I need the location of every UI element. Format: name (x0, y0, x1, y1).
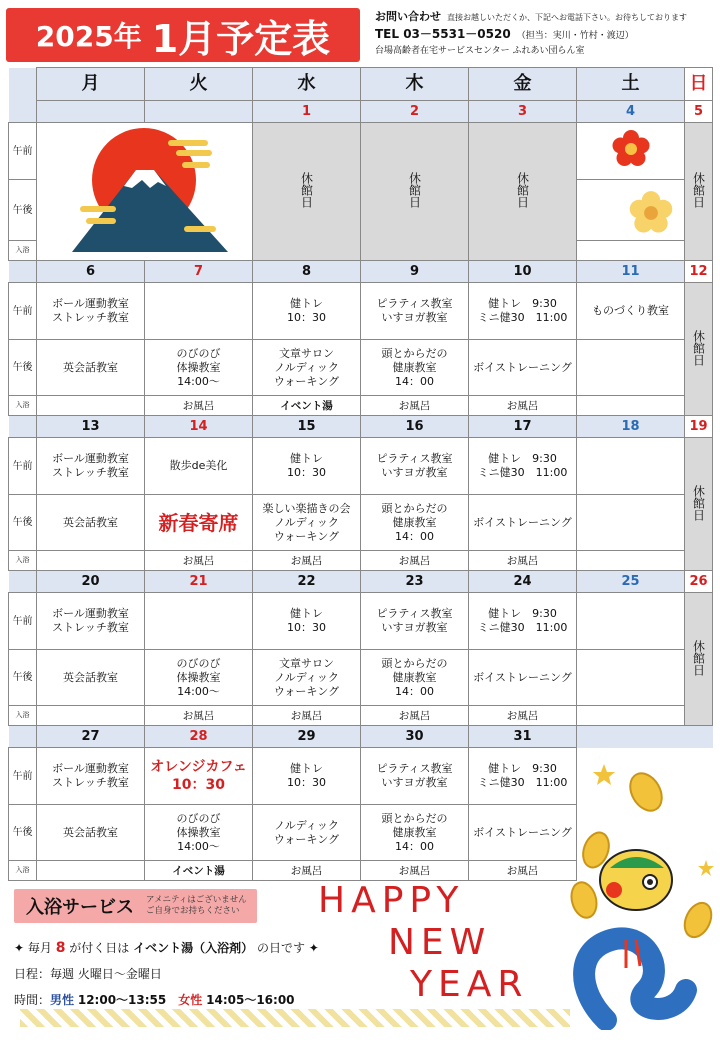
bath-cell (577, 706, 685, 726)
date-cell: 8 (253, 261, 361, 283)
schedule-am-cell: 健トレ 9:30 ミニ健30 11:00 (469, 283, 577, 340)
schedule-pm-cell: 英会話教室 (37, 805, 145, 861)
greeting-new: NEW (388, 922, 492, 963)
dow-fri: 金 (469, 68, 577, 101)
contact-title: お問い合わせ (375, 10, 441, 23)
spacer (9, 571, 37, 593)
snake-new-year-illustration (566, 750, 716, 1030)
schedule-pm-cell (577, 650, 685, 706)
date-cell: 5 (685, 101, 713, 123)
bath-cell: お風呂 (253, 551, 361, 571)
bath-cell (577, 241, 685, 261)
am-label: 午前 (9, 123, 37, 180)
schedule-pm-cell: のびのび 体操教室 14:00～ (145, 805, 253, 861)
closed-day-sunday: 休館日 (685, 438, 713, 571)
bath-cell: お風呂 (469, 861, 577, 881)
date-cell: 7 (145, 261, 253, 283)
date-cell: 16 (361, 416, 469, 438)
date-cell: 18 (577, 416, 685, 438)
bath-cell (37, 706, 145, 726)
bath-schedule: 日程：毎週 火曜日～金曜日 (14, 967, 162, 981)
title-year: 2025年 (35, 20, 142, 53)
schedule-am-cell: オレンジカフェ 10：30 (145, 748, 253, 805)
contact-note: 直接お越しいただくか、下記へお電話下さい。お待ちしております (447, 13, 687, 22)
date-cell: 12 (685, 261, 713, 283)
schedule-am-cell (145, 283, 253, 340)
dow-wed: 水 (253, 68, 361, 101)
contact-center: 台場高齢者在宅サービスセンター ふれあい団らん室 (375, 46, 585, 56)
dow-sun: 日 (685, 68, 713, 101)
contact-staff: （担当：実川・竹村・渡辺） (516, 31, 634, 41)
schedule-am-cell: 健トレ 10：30 (253, 283, 361, 340)
schedule-am-cell: ボール運動教室 ストレッチ教室 (37, 283, 145, 340)
date-cell: 6 (37, 261, 145, 283)
schedule-am-cell: 健トレ 9:30 ミニ健30 11:00 (469, 593, 577, 650)
date-cell: 22 (253, 571, 361, 593)
decorative-strip (20, 1009, 570, 1027)
row-label: 入浴 (9, 706, 37, 726)
row-label: 午前 (9, 283, 37, 340)
contact-tel[interactable]: TEL 03－5531－0520 (375, 27, 511, 41)
schedule-pm-cell: 英会話教室 (37, 650, 145, 706)
date-cell: 4 (577, 101, 685, 123)
title-month: 1月予定表 (151, 16, 331, 61)
spacer (685, 726, 713, 748)
schedule-am-cell: 健トレ 10：30 (253, 748, 361, 805)
schedule-am-cell: ピラティス教室 いすヨガ教室 (361, 283, 469, 340)
date-cell: 11 (577, 261, 685, 283)
bath-service-info (14, 935, 319, 1013)
bath-cell: お風呂 (361, 706, 469, 726)
bath-service-title: 入浴サービス (26, 897, 134, 918)
closed-day-sunday: 休館日 (685, 283, 713, 416)
date-cell: 25 (577, 571, 685, 593)
date-cell: 1 (253, 101, 361, 123)
date-cell: 29 (253, 726, 361, 748)
schedule-am-cell: ピラティス教室 いすヨガ教室 (361, 593, 469, 650)
bath-cell: イベント湯 (253, 396, 361, 416)
schedule-pm-cell: ボイストレーニング (469, 805, 577, 861)
date-cell: 13 (37, 416, 145, 438)
schedule-pm-cell: ボイストレーニング (469, 340, 577, 396)
schedule-am-cell: ピラティス教室 いすヨガ教室 (361, 438, 469, 495)
schedule-am-cell: ものづくり教室 (577, 283, 685, 340)
schedule-pm-cell: 文章サロン ノルディック ウォーキング (253, 650, 361, 706)
date-cell: 21 (145, 571, 253, 593)
bath-time: 時間：男性 12:00～13:55 女性 14:05～16:00 (14, 993, 295, 1007)
schedule-am-cell: 健トレ 9:30 ミニ健30 11:00 (469, 438, 577, 495)
schedule-pm-cell: 新春寄席 (145, 495, 253, 551)
schedule-pm-cell: 頭とからだの 健康教室 14：00 (361, 495, 469, 551)
greeting-happy: HAPPY (318, 880, 465, 921)
dow-tue: 火 (145, 68, 253, 101)
schedule-am-cell: ピラティス教室 いすヨガ教室 (361, 748, 469, 805)
bath-cell: お風呂 (253, 861, 361, 881)
schedule-am-cell (577, 593, 685, 650)
bath-cell: お風呂 (469, 396, 577, 416)
date-cell: 20 (37, 571, 145, 593)
closed-day-sunday: 休館日 (685, 593, 713, 726)
row-label: 午前 (9, 593, 37, 650)
schedule-pm-cell: のびのび 体操教室 14:00～ (145, 650, 253, 706)
contact-block (375, 10, 715, 58)
bath-cell: お風呂 (361, 861, 469, 881)
bath-cell: お風呂 (253, 706, 361, 726)
bath-cell: お風呂 (145, 551, 253, 571)
schedule-pm-cell (577, 495, 685, 551)
row-label: 午後 (9, 650, 37, 706)
date-cell: 17 (469, 416, 577, 438)
schedule-am-cell (145, 593, 253, 650)
plum-flower-icon (628, 190, 674, 236)
date-cell: 19 (685, 416, 713, 438)
spacer (577, 726, 685, 748)
event-bath-line: ✦ 毎月 8 が付く日は イベント湯（入浴剤） の日です ✦ (14, 940, 319, 956)
bath-service-banner (14, 889, 257, 923)
dow-mon: 月 (37, 68, 145, 101)
schedule-pm-cell: ノルディック ウォーキング (253, 805, 361, 861)
dow-sat: 土 (577, 68, 685, 101)
schedule-pm-cell: 頭とからだの 健康教室 14：00 (361, 650, 469, 706)
row-label: 午前 (9, 748, 37, 805)
bath-cell (577, 551, 685, 571)
bath-label: 入浴 (9, 241, 37, 261)
schedule-am-cell: 健トレ 10：30 (253, 438, 361, 495)
schedule-am-cell: ボール運動教室 ストレッチ教室 (37, 593, 145, 650)
bath-cell (37, 396, 145, 416)
schedule-am-cell: ボール運動教室 ストレッチ教室 (37, 748, 145, 805)
date-cell: 31 (469, 726, 577, 748)
schedule-am-cell: 健トレ 9:30 ミニ健30 11:00 (469, 748, 577, 805)
date-cell: 28 (145, 726, 253, 748)
schedule-pm-cell: 文章サロン ノルディック ウォーキング (253, 340, 361, 396)
row-label: 入浴 (9, 861, 37, 881)
date-cell: 26 (685, 571, 713, 593)
schedule-am-cell (577, 438, 685, 495)
bath-cell: お風呂 (469, 551, 577, 571)
page-title (6, 8, 360, 62)
schedule-pm-cell: ボイストレーニング (469, 495, 577, 551)
date-cell: 9 (361, 261, 469, 283)
greeting-year: YEAR (410, 964, 529, 1005)
date-cell: 30 (361, 726, 469, 748)
date-cell: 14 (145, 416, 253, 438)
header (0, 0, 720, 66)
plum-flower-icon (611, 129, 651, 169)
bath-cell: お風呂 (361, 396, 469, 416)
schedule-pm-cell: 楽しい楽描きの会 ノルディック ウォーキング (253, 495, 361, 551)
date-cell (37, 101, 145, 123)
date-cell (145, 101, 253, 123)
bath-cell (577, 396, 685, 416)
happy-new-year-text (300, 880, 570, 1010)
dow-thu: 木 (361, 68, 469, 101)
corner-cell (9, 68, 37, 101)
spacer (9, 261, 37, 283)
date-cell: 15 (253, 416, 361, 438)
schedule-am-cell: ボール運動教室 ストレッチ教室 (37, 438, 145, 495)
bath-cell (37, 861, 145, 881)
date-cell: 24 (469, 571, 577, 593)
row-label: 午後 (9, 495, 37, 551)
bath-cell: お風呂 (145, 706, 253, 726)
bath-cell: イベント湯 (145, 861, 253, 881)
schedule-pm-cell: 頭とからだの 健康教室 14：00 (361, 805, 469, 861)
schedule-am-cell: 健トレ 10：30 (253, 593, 361, 650)
schedule-pm-cell: ボイストレーニング (469, 650, 577, 706)
bath-service-note: アメニティはございません ご自身でお持ちください (146, 895, 247, 916)
schedule-pm-cell: のびのび 体操教室 14:00～ (145, 340, 253, 396)
closed-day: 休館日 (361, 123, 469, 261)
bath-cell: お風呂 (361, 551, 469, 571)
pm-label: 午後 (9, 180, 37, 241)
date-cell: 23 (361, 571, 469, 593)
bath-cell: お風呂 (469, 706, 577, 726)
plum-flower-cell (577, 123, 685, 180)
row-label: 午前 (9, 438, 37, 495)
schedule-am-cell: 散歩de美化 (145, 438, 253, 495)
bath-cell: お風呂 (145, 396, 253, 416)
schedule-pm-cell: 頭とからだの 健康教室 14：00 (361, 340, 469, 396)
spacer (9, 726, 37, 748)
closed-day-sunday: 休館日 (685, 123, 713, 261)
plum-flower-cell (577, 180, 685, 241)
row-label: 午後 (9, 340, 37, 396)
spacer (9, 416, 37, 438)
closed-day: 休館日 (469, 123, 577, 261)
row-label: 午後 (9, 805, 37, 861)
date-cell: 2 (361, 101, 469, 123)
date-cell: 3 (469, 101, 577, 123)
schedule-pm-cell: 英会話教室 (37, 340, 145, 396)
date-cell: 10 (469, 261, 577, 283)
date-cell: 27 (37, 726, 145, 748)
mount-fuji-sunrise-icon (72, 122, 232, 254)
row-label: 入浴 (9, 396, 37, 416)
schedule-pm-cell: 英会話教室 (37, 495, 145, 551)
schedule-pm-cell (577, 340, 685, 396)
row-label: 入浴 (9, 551, 37, 571)
closed-day: 休館日 (253, 123, 361, 261)
bath-cell (37, 551, 145, 571)
